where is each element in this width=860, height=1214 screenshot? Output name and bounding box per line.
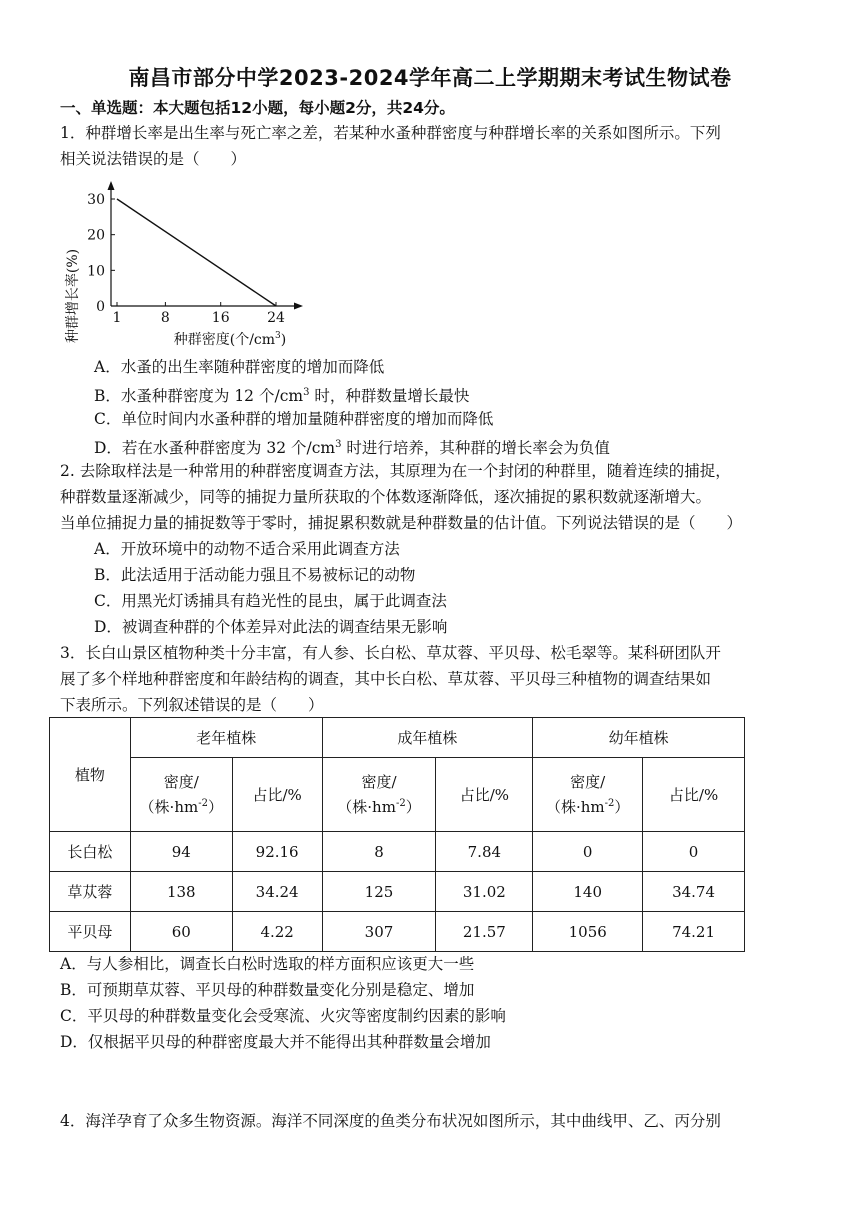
q1-option-b-text: B．水蚤种群密度为 12 个/cm [94, 387, 304, 406]
density-unit-text: （株·hm [545, 798, 605, 816]
question-3-line-1: 3．长白山景区植物种类十分丰富，有人参、长白松、草苁蓉、平贝母、松毛翠等。某科研团队开 [60, 644, 721, 662]
table-cell: 94 [130, 832, 232, 872]
table-cell: 74.21 [643, 912, 745, 952]
y-tick-label: 30 [87, 192, 105, 208]
table-cell: 1056 [533, 912, 643, 952]
q2-option-a[interactable]: A．开放环境中的动物不适合采用此调查方法 [94, 540, 400, 558]
table-header-ratio: 占比/% [436, 758, 533, 832]
x-tick-label: 1 [112, 310, 122, 326]
density-unit [131, 793, 232, 818]
table-row [50, 912, 745, 952]
page-title: 南昌市部分中学2023-2024学年高二上学期期末考试生物试卷 [128, 66, 732, 90]
q1-option-d-sup: 3 [335, 439, 342, 450]
density-label: 密度/ [570, 773, 606, 791]
question-2-line-1: 2. 去除取样法是一种常用的种群密度调查方法，其原理为在一个封闭的种群里，随着连续的捕捉， [60, 462, 731, 480]
table-cell: 140 [533, 872, 643, 912]
chart-ylabel: 种群增长率(%) [65, 248, 81, 344]
table-cell: 31.02 [436, 872, 533, 912]
table-header-density [322, 758, 436, 832]
q2-option-d[interactable]: D．被调查种群的个体差异对此法的调查结果无影响 [94, 618, 448, 636]
q3-option-c[interactable]: C．平贝母的种群数量变化会受寒流、火灾等密度制约因素的影响 [60, 1007, 506, 1025]
plant-survey-table [49, 717, 745, 952]
density-unit-end: ） [405, 798, 421, 816]
table-header-group-young: 幼年植株 [533, 718, 745, 758]
density-unit-sup: -2 [395, 798, 406, 809]
question-2-line-3: 当单位捕捉力量的捕捉数等于零时，捕捉累积数就是种群数量的估计值。下列说法错误的是（ ） [60, 514, 743, 532]
table-row [50, 872, 745, 912]
section-heading: 一、单选题：本大题包括12小题，每小题2分，共24分。 [60, 99, 455, 117]
density-label: 密度/ [361, 773, 397, 791]
x-tick-label: 8 [160, 310, 170, 326]
table-cell: 7.84 [436, 832, 533, 872]
table-cell: 0 [533, 832, 643, 872]
density-unit-sup: -2 [198, 798, 208, 809]
table-header-density [130, 758, 232, 832]
q1-option-a[interactable]: A．水蚤的出生率随种群密度的增加而降低 [94, 358, 385, 376]
table-cell: 21.57 [436, 912, 533, 952]
table-cell-plant: 平贝母 [50, 912, 131, 952]
table-row [50, 832, 745, 872]
density-unit-text: （株·hm [337, 798, 396, 816]
growth-rate-chart [60, 176, 320, 356]
table-cell: 8 [322, 832, 436, 872]
q1-option-b-sup: 3 [303, 387, 310, 398]
table-header-group-old: 老年植株 [130, 718, 322, 758]
x-tick-label: 16 [211, 310, 230, 326]
q3-option-d[interactable]: D．仅根据平贝母的种群密度最大并不能得出其种群数量会增加 [60, 1033, 491, 1051]
q2-option-c[interactable]: C．用黑光灯诱捕具有趋光性的昆虫，属于此调查法 [94, 592, 447, 610]
chart-xlabel: 种群密度(个$/cm^3$) [173, 331, 287, 348]
table-cell: 125 [322, 872, 436, 912]
density-label: 密度/ [163, 773, 199, 791]
x-axis-arrow [294, 303, 303, 310]
table-header-density [533, 758, 643, 832]
table-header-plant: 植物 [50, 718, 131, 832]
density-unit [323, 793, 436, 818]
density-unit-end: ） [207, 798, 223, 816]
density-unit [533, 793, 642, 818]
q3-option-a[interactable]: A．与人参相比，调查长白松时选取的样方面积应该更大一些 [60, 955, 475, 973]
table-header-ratio: 占比/% [643, 758, 745, 832]
question-1-stem [60, 120, 810, 172]
question-3-stem [60, 640, 810, 718]
y-tick-label: 20 [87, 227, 105, 244]
table-cell: 138 [130, 872, 232, 912]
density-unit-text: （株·hm [139, 798, 199, 816]
q1-option-d-text: D．若在水蚤种群密度为 32 个/cm [94, 439, 336, 458]
y-axis-arrow [108, 181, 115, 190]
table-cell: 34.74 [643, 872, 745, 912]
table-cell: 307 [322, 912, 436, 952]
table-cell-plant: 长白松 [50, 832, 131, 872]
table-cell: 92.16 [232, 832, 322, 872]
table-cell: 0 [643, 832, 745, 872]
table-header-group-adult: 成年植株 [322, 718, 533, 758]
density-unit-sup: -2 [604, 798, 615, 809]
question-2-line-2: 种群数量逐渐减少，同等的捕捉力量所获取的个体数逐渐降低，逐次捕捉的累积数就逐渐增大。 [60, 488, 712, 506]
question-2-stem [60, 458, 810, 536]
table-subheader-row [50, 758, 745, 832]
question-1-line-1: 1．种群增长率是出生率与死亡率之差，若某种水蚤种群密度与种群增长率的关系如图所示。下列 [60, 124, 721, 142]
table-header-ratio: 占比/% [232, 758, 322, 832]
q1-option-b[interactable] [94, 380, 469, 409]
question-1-line-2: 相关说法错误的是（ ） [60, 150, 247, 168]
table-cell-plant: 草苁蓉 [50, 872, 131, 912]
table-cell: 60 [130, 912, 232, 952]
y-tick-label: 0 [96, 299, 105, 315]
table-header-row [50, 718, 745, 758]
series-line [117, 199, 276, 306]
table-cell: 4.22 [232, 912, 322, 952]
q1-option-d[interactable] [94, 432, 610, 461]
density-unit-end: ） [614, 798, 630, 816]
q1-option-b-text-end: 时，种群数量增长最快 [309, 387, 470, 406]
question-3-line-2: 展了多个样地种群密度和年龄结构的调查，其中长白松、草苁蓉、平贝母三种植物的调查结果如 [60, 670, 712, 688]
q1-option-c[interactable]: C．单位时间内水蚤种群的增加量随种群密度的增加而降低 [94, 410, 494, 428]
table-cell: 34.24 [232, 872, 322, 912]
y-tick-label: 10 [87, 263, 105, 280]
q2-option-b[interactable]: B．此法适用于活动能力强且不易被标记的动物 [94, 566, 416, 584]
question-4-line-1: 4．海洋孕育了众多生物资源。海洋不同深度的鱼类分布状况如图所示，其中曲线甲、乙、丙分别 [60, 1112, 721, 1130]
question-3-line-3: 下表所示。下列叙述错误的是（ ） [60, 696, 324, 714]
x-tick-label: 24 [267, 310, 285, 326]
q1-option-d-text-end: 时进行培养，其种群的增长率会为负值 [341, 439, 610, 458]
q3-option-b[interactable]: B．可预期草苁蓉、平贝母的种群数量变化分别是稳定、增加 [60, 981, 475, 999]
